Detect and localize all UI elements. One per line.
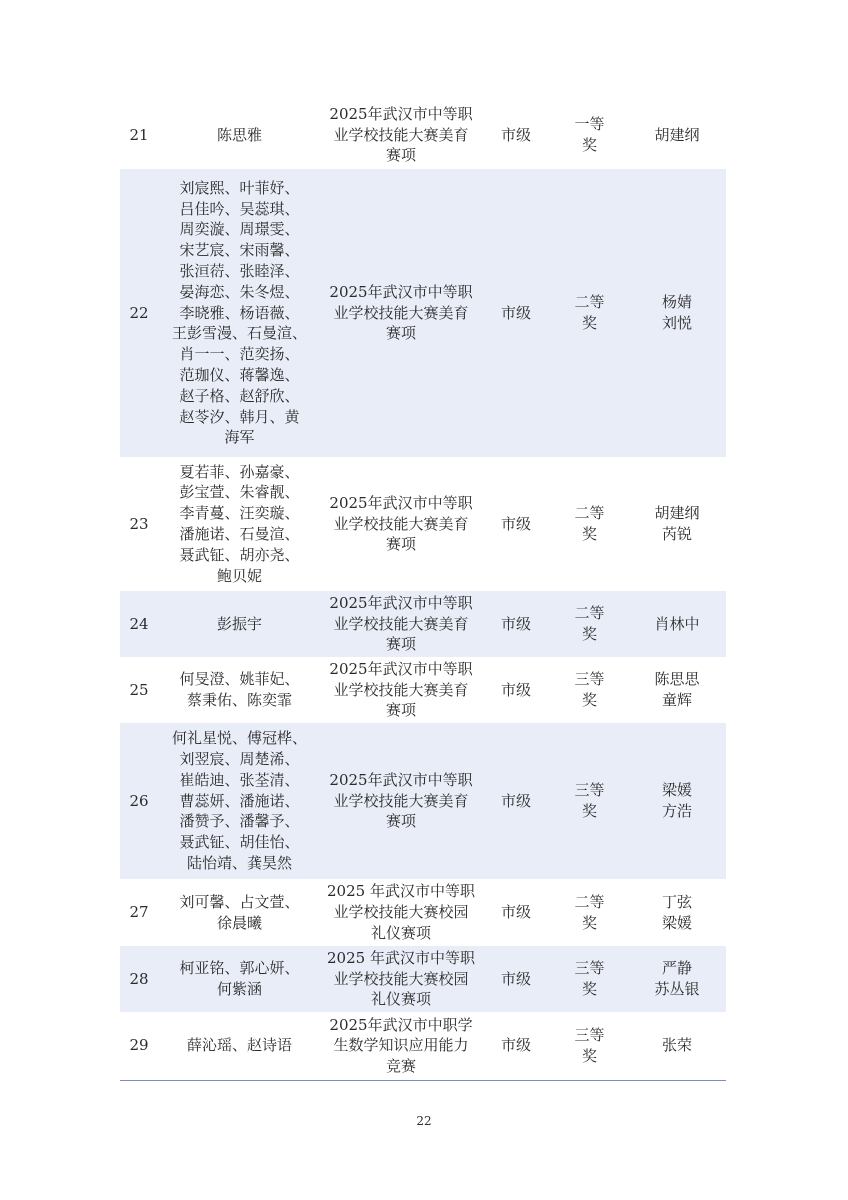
award-level: 二等 奖: [574, 504, 605, 543]
student-names: 柯亚铭、郭心妍、 何紫涵: [158, 946, 321, 1012]
row-number: 26: [120, 723, 158, 879]
award-level: 一等 奖: [574, 115, 605, 154]
competition-name: 2025年武汉市中等职 业学校技能大赛美育 赛项: [321, 169, 481, 457]
award-level: 三等 奖: [574, 959, 605, 998]
student-names: 夏若菲、孙嘉豪、 彭宝萱、朱睿靓、 李青蔓、汪奕璇、 潘施诺、石曼渲、 聂武钲、胡亦尧、 鲍贝妮: [179, 462, 300, 585]
award-level: 二等 奖: [574, 293, 605, 332]
student-names: 彭振宇: [158, 591, 321, 657]
instructor-names: 胡建纲: [654, 125, 700, 144]
table-row: [120, 591, 726, 657]
student-names: 何礼星悦、傅冠桦、 刘翌宸、周楚浠、 崔皓迪、张荃清、 曹蕊妍、潘施诺、 潘赞予、潘馨予、 聂武钲、胡佳怡、 陆怡靖、龚昊然: [158, 723, 321, 879]
table-row: [120, 169, 726, 457]
competition-level: 市级: [481, 169, 551, 457]
competition-level: 市级: [481, 946, 551, 1012]
row-number: 23: [129, 514, 149, 533]
row-number: 28: [120, 946, 158, 1012]
competition-level: 市级: [500, 125, 531, 144]
competition-name: 2025 年武汉市中等职 业学校技能大赛校园 礼仪赛项: [321, 946, 481, 1012]
table-row: [120, 1012, 726, 1080]
instructor-names: 肖林中: [628, 591, 726, 657]
competition-name: 2025年武汉市中等职 业学校技能大赛美育 赛项: [329, 659, 473, 720]
award-cell: [551, 879, 628, 946]
competition-name: 2025年武汉市中等职 业学校技能大赛美育 赛项: [321, 591, 481, 657]
student-names: 何旻澄、姚菲妃、 蔡秉佑、陈奕霏: [179, 670, 300, 709]
row-number: 21: [129, 125, 149, 144]
competition-name: 2025 年武汉市中等职 业学校技能大赛校园 礼仪赛项: [327, 882, 475, 942]
student-names: 陈思雅: [216, 125, 262, 144]
award-cell: [551, 457, 628, 591]
student-names: 刘宸熙、叶菲妤、 吕佳吟、吴蕊琪、 周奕漩、周璟雯、 宋艺宸、宋雨馨、 张洹葕、张睦泽、 晏海恋、朱冬煜、 李晓雅、杨语薇、 王彭雪漫、石曼渲、 肖一一、范奕扬、 范珈仪、蒋馨逸、 赵子格、赵舒欣、 赵苓汐、韩月、黄 海军: [158, 169, 321, 457]
table-row: [120, 657, 726, 723]
row-number: 25: [129, 680, 149, 699]
competition-level: 市级: [500, 680, 531, 699]
award-level: 三等 奖: [574, 1025, 605, 1065]
award-cell: [551, 101, 628, 169]
awards-table: [120, 101, 726, 1081]
instructor-names: 严静 苏丛银: [628, 946, 726, 1012]
row-number: 27: [129, 903, 149, 922]
award-cell: [551, 657, 628, 723]
competition-name: 2025年武汉市中等职 业学校技能大赛美育 赛项: [329, 104, 473, 165]
competition-level: 市级: [481, 591, 551, 657]
table-row: [120, 457, 726, 591]
award-level: 三等 奖: [574, 781, 605, 820]
instructor-names: 梁媛 方浩: [628, 723, 726, 879]
student-names: 刘可馨、占文萱、 徐晨曦: [179, 892, 300, 932]
instructor-names: 胡建纲 芮锐: [654, 504, 700, 543]
competition-name: 2025年武汉市中等职 业学校技能大赛美育 赛项: [329, 493, 473, 554]
row-number: 22: [120, 169, 158, 457]
table-row: [120, 879, 726, 946]
competition-level: 市级: [481, 1012, 551, 1080]
award-level: 二等 奖: [574, 892, 605, 932]
instructor-names: 丁弦 梁媛: [661, 892, 692, 932]
award-level: 二等 奖: [574, 604, 605, 643]
competition-level: 市级: [481, 723, 551, 879]
row-number: 24: [120, 591, 158, 657]
page-number: 22: [416, 1114, 432, 1128]
award-cell: [551, 1012, 628, 1080]
competition-level: 市级: [500, 514, 531, 533]
instructor-names: 杨婧 刘悦: [628, 169, 726, 457]
table-row: [120, 723, 726, 879]
table-row: [120, 946, 726, 1012]
instructor-names: 张荣: [628, 1012, 726, 1080]
competition-level: 市级: [500, 903, 531, 922]
award-cell: [551, 946, 628, 1012]
row-number: 29: [120, 1012, 158, 1080]
table-row: [120, 101, 726, 169]
competition-name: 2025年武汉市中等职 业学校技能大赛美育 赛项: [321, 723, 481, 879]
award-level: 三等 奖: [574, 670, 605, 709]
award-cell: [551, 169, 628, 457]
student-names: 薛沁瑶、赵诗语: [158, 1012, 321, 1080]
competition-name: 2025年武汉市中职学 生数学知识应用能力 竞赛: [321, 1012, 481, 1080]
award-cell: [551, 591, 628, 657]
award-cell: [551, 723, 628, 879]
instructor-names: 陈思思 童辉: [654, 670, 700, 709]
